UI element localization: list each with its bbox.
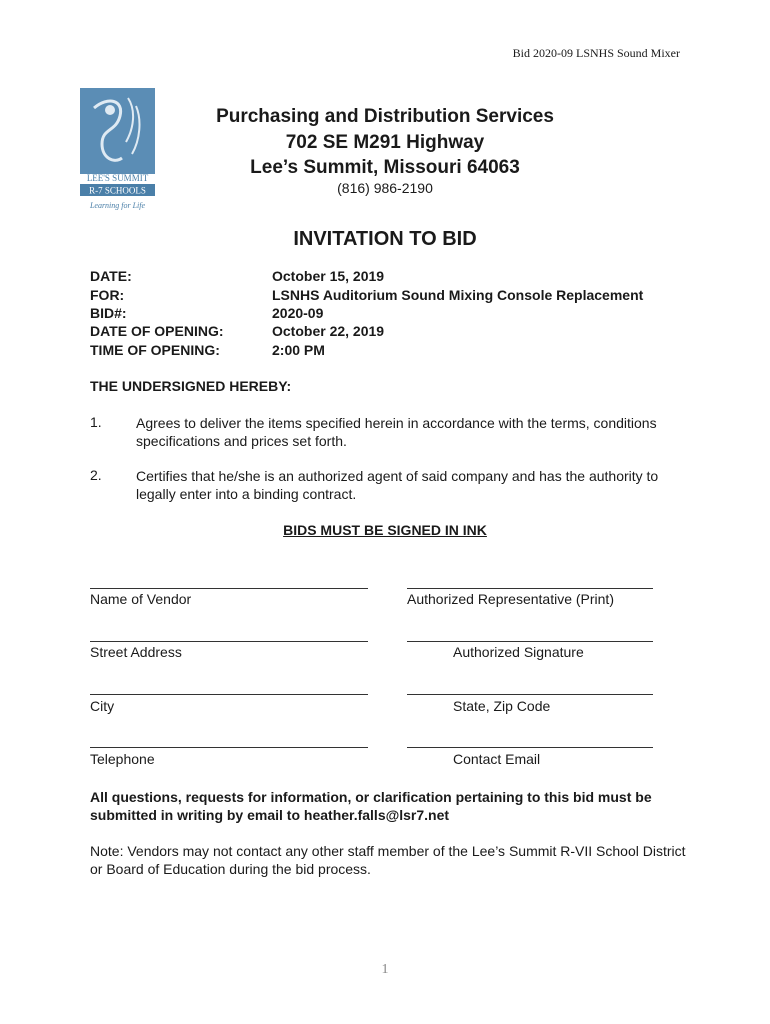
org-city: Lee’s Summit, Missouri 64063 xyxy=(250,157,520,178)
telephone-label: Telephone xyxy=(90,751,155,767)
bid-label: BID#: xyxy=(90,305,127,321)
document-reference: Bid 2020-09 LSNHS Sound Mixer xyxy=(512,46,680,60)
item-1-number: 1. xyxy=(90,414,102,430)
contact-email-label: Contact Email xyxy=(453,751,541,767)
item-2-number: 2. xyxy=(90,467,102,483)
opening-date-label: DATE OF OPENING: xyxy=(90,323,224,339)
page-number: 1 xyxy=(381,962,389,977)
authorized-rep-label: Authorized Representative (Print) xyxy=(407,591,614,607)
authorized-signature-line[interactable] xyxy=(407,641,653,642)
state-zip-label: State, Zip Code xyxy=(453,698,551,714)
org-phone: (816) 986-2190 xyxy=(337,180,433,196)
authorized-signature-label: Authorized Signature xyxy=(453,644,584,660)
street-address-label: Street Address xyxy=(90,644,182,660)
for-label: FOR: xyxy=(90,287,125,303)
item-1-text: Agrees to deliver the items specified herein in accordance with the terms, conditions specifications and prices set forth. xyxy=(136,415,657,449)
state-zip-line[interactable] xyxy=(407,694,653,695)
opening-date-value: October 22, 2019 xyxy=(272,323,385,339)
contact-email-line[interactable] xyxy=(407,747,653,748)
questions-notice: All questions, requests for information, or clarification pertaining to this bid must be submitted in writing by email to heather.falls@lsr7.net xyxy=(90,789,652,823)
item-2-text: Certifies that he/she is an authorized agent of said company and has the authority to legally enter into a binding contract. xyxy=(136,468,659,502)
vendor-name-line[interactable] xyxy=(90,588,368,589)
sign-in-ink-notice: BIDS MUST BE SIGNED IN INK xyxy=(283,522,487,538)
logo-tagline: Learning for Life xyxy=(89,201,146,210)
page-title: INVITATION TO BID xyxy=(293,228,477,250)
opening-time-label: TIME OF OPENING: xyxy=(90,342,220,358)
authorized-rep-line[interactable] xyxy=(407,588,653,589)
undersigned-heading: THE UNDERSIGNED HEREBY: xyxy=(90,378,292,394)
vendor-name-label: Name of Vendor xyxy=(90,591,192,607)
bid-value: 2020-09 xyxy=(272,305,324,321)
logo-line1: LEE'S SUMMIT xyxy=(86,173,149,183)
for-value: LSNHS Auditorium Sound Mixing Console Replacement xyxy=(272,287,644,303)
opening-time-value: 2:00 PM xyxy=(272,342,325,358)
org-name: Purchasing and Distribution Services xyxy=(216,106,554,127)
vendor-contact-note: Note: Vendors may not contact any other staff member of the Lee’s Summit R-VII School District or Board of Education during the bid process. xyxy=(90,843,686,877)
logo-line2: R-7 SCHOOLS xyxy=(89,185,146,196)
org-address: 702 SE M291 Highway xyxy=(285,132,485,153)
city-line[interactable] xyxy=(90,694,368,695)
telephone-line[interactable] xyxy=(90,747,368,748)
date-value: October 15, 2019 xyxy=(272,268,385,284)
date-label: DATE: xyxy=(90,268,132,284)
city-label: City xyxy=(90,698,115,714)
street-address-line[interactable] xyxy=(90,641,368,642)
